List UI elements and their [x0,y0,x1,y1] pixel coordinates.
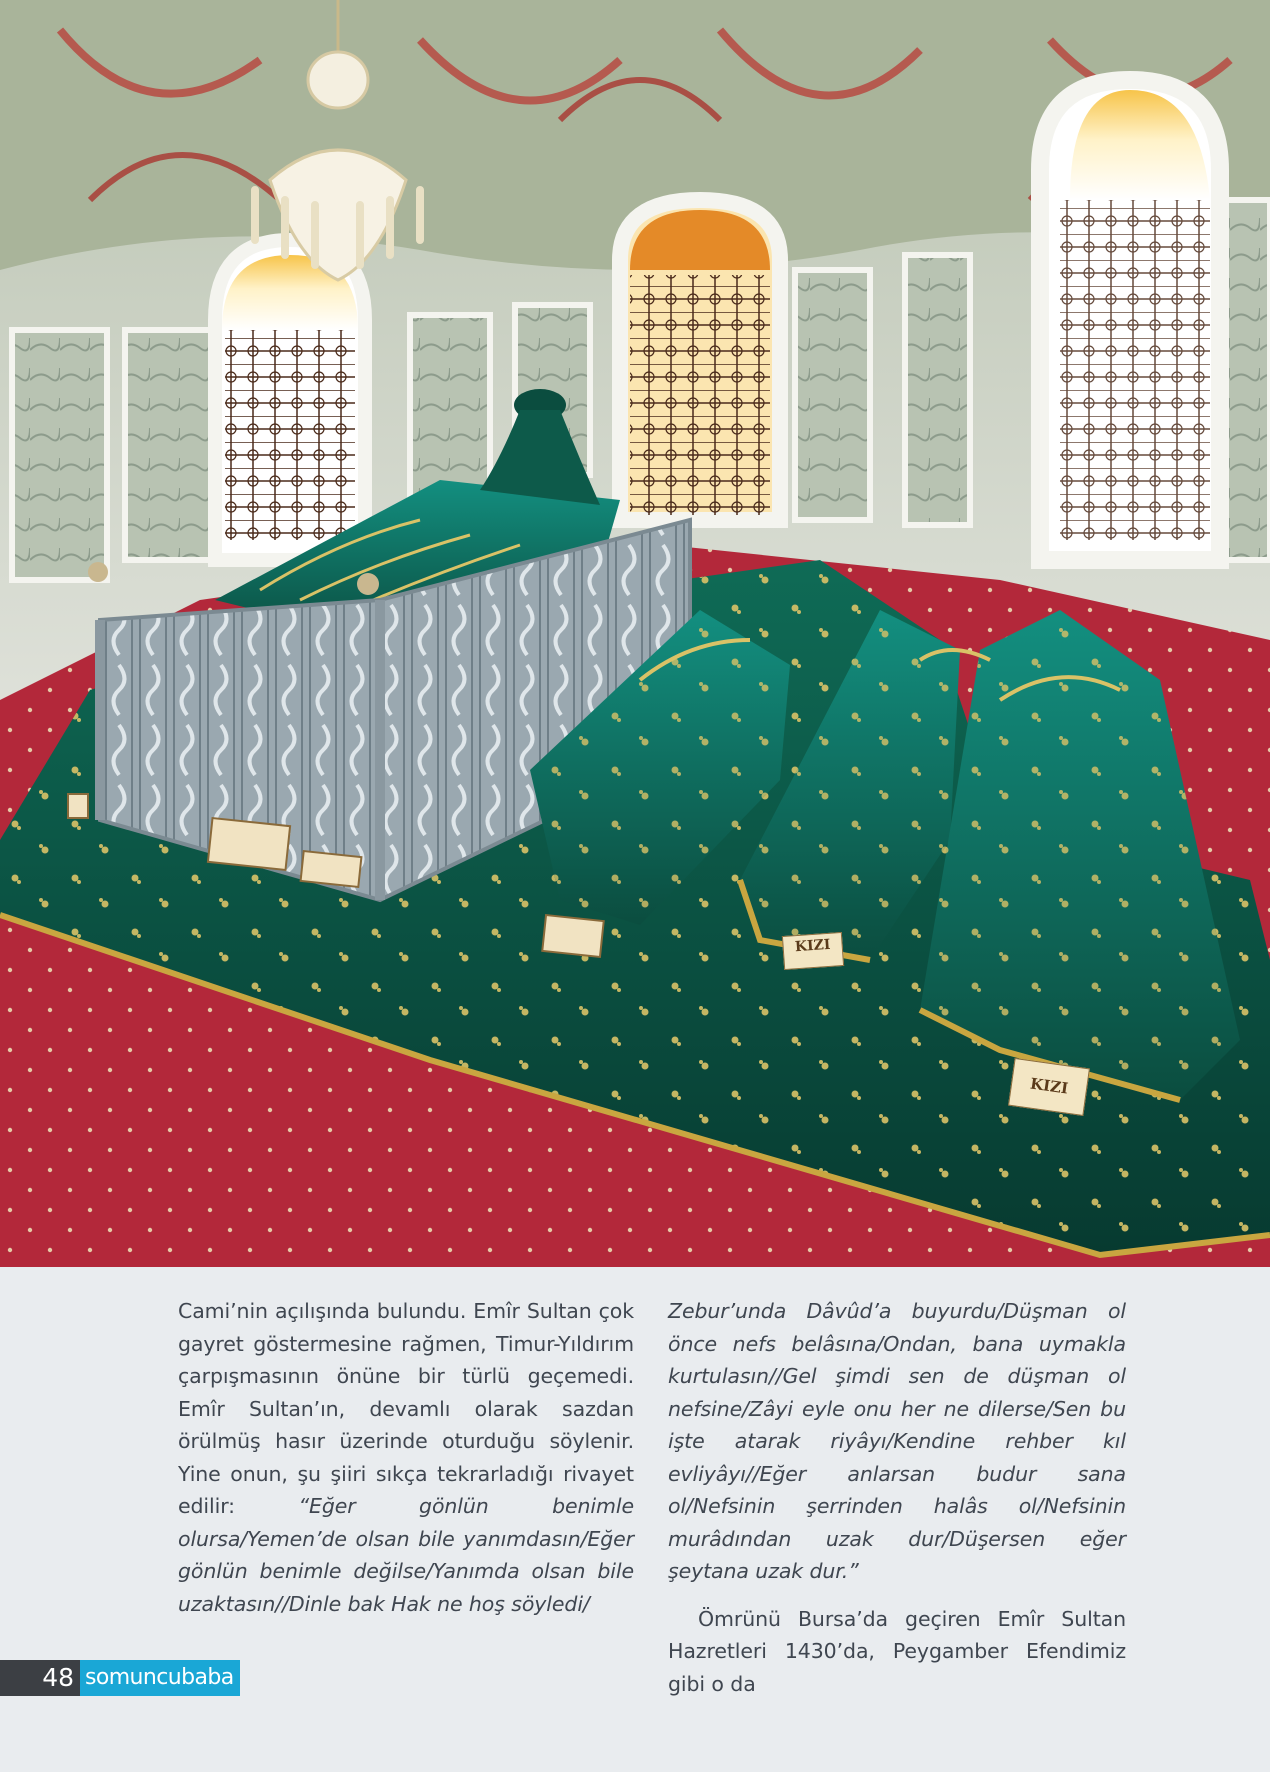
paragraph-text: Cami’nin açılışında bulundu. Emîr Sultan çok gayret göstermesine rağmen, Timur-Yıldırım çarpışmasının önüne bir türlü geçemedi. Emîr Sultan’ın, devamlı olarak sazdan örülmüş hasır üzerinde oturduğu söylenir. Yine onun, şu şiiri sıkça tekrarladığı rivayet edilir: [178,1299,634,1518]
article-paragraph [668,1295,1126,1588]
poem-quote: “Eğer gönlün benimle olursa/Yemen’de olsan bile yanımdasın/Eğer gönlün benimle değilse/Yanımda olsan bile uzaktasın//Dinle bak Hak ne hoş söyledi/ [178,1494,635,1616]
poem-quote: Zebur’unda Dâvûd’a buyurdu/Düşman ol önce nefs belâsına/Ondan, bana uymakla kurtulasın//Gel şimdi sen de düşman ol nefsine/Zâyi eyle onu her ne dilerse/Sen bu işte atarak riyâyı/Kendine rehber kıl evliyâyı//Eğer anlarsan budur sana ol/Nefsinin şerrinden halâs ol/Nefsinin murâdından uzak dur/Düşersen eğer şeytana uzak dur.” [668,1299,1126,1583]
magazine-logo: somuncubaba [80,1660,240,1696]
page-footer [0,1660,240,1696]
page-number: 48 [0,1660,80,1696]
article-column-left [178,1295,634,1620]
article-paragraph [178,1295,634,1620]
tomb-label-plate: KIZI [782,932,844,970]
tomb-label-plate: KIZI [1008,1058,1090,1116]
article-column-right [668,1295,1126,1700]
article-paragraph: Ömrünü Bursa’da geçiren Emîr Sultan Hazretleri 1430’da, Peygamber Efendimiz gibi o da [668,1606,1126,1696]
